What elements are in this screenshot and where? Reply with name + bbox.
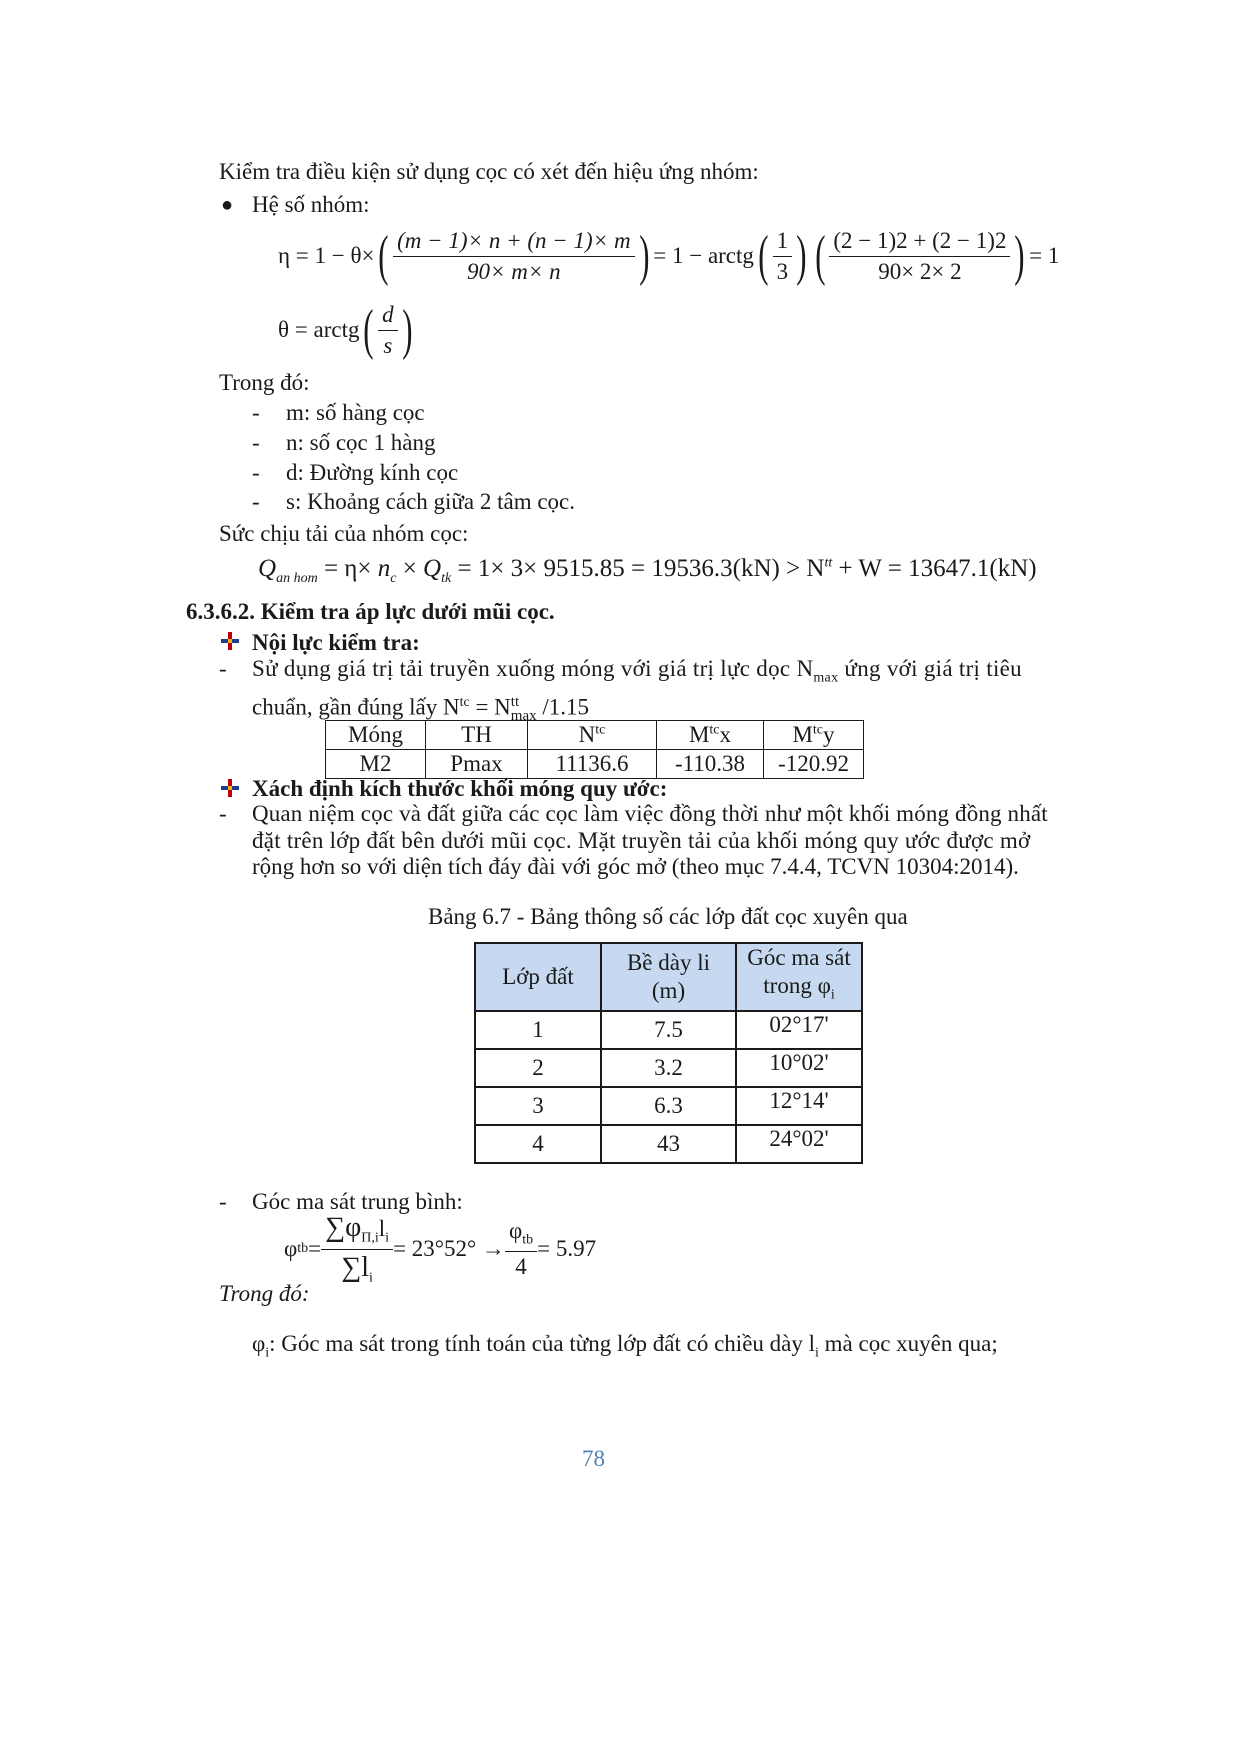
where-label: Trong đó: (219, 370, 310, 395)
list-dash: - (252, 460, 260, 485)
para1-line1: Sử dụng giá trị tải truyền xuống móng với giá trị lực dọc $N_{max}$ ứng với giá trị tiêu (252, 656, 1022, 686)
theta-lhs: θ = arctg (278, 317, 360, 342)
table-cell: 43 (601, 1125, 736, 1163)
para2-line: đặt trên lớp đất bên dưới mũi cọc. Mặt truyền tải của khối móng quy ước được mở (252, 828, 1031, 853)
table-cell: M2 (326, 750, 426, 779)
eta-denominator: 90× m× n (467, 258, 561, 284)
table-cell: -110.38 (657, 750, 764, 779)
table-cell: 3.2 (601, 1049, 736, 1087)
section-heading: 6.3.6.2. Kiểm tra áp lực dưới mũi cọc. (186, 599, 555, 624)
table-row (475, 1087, 862, 1125)
para2-line: Quan niệm cọc và đất giữa các cọc làm việc đồng thời như một khối móng đồng nhất (252, 801, 1048, 826)
table-header-cell: Bề dày li (m) (601, 943, 736, 1011)
eta-three: 3 (776, 258, 789, 284)
bullet-icon: ● (221, 194, 234, 216)
para1-line2: chuẩn, gần đúng lấy $N^{tc} = N$ tt max /1.15 (252, 694, 590, 725)
table-header-cell: Móng (326, 721, 426, 750)
table-cell: -120.92 (764, 750, 864, 779)
list-dash: - (252, 489, 260, 514)
table-header-row (326, 721, 864, 750)
table-header-cell: $N^{tc}$ (528, 721, 657, 750)
where-item-n: n: số cọc 1 hàng (286, 430, 436, 455)
bullet-label: Hệ số nhóm: (252, 192, 370, 217)
table-cell: 2 (475, 1049, 601, 1087)
table-cell: 10°02' (736, 1049, 862, 1087)
eta-mid: = 1 − arctg (653, 243, 754, 268)
eta-numerator: (m − 1)× n + (n − 1)× m (393, 228, 634, 257)
list-dash: - (219, 801, 227, 826)
table-row (475, 1049, 862, 1087)
table-cell: 24°02' (736, 1125, 862, 1163)
table-cell: 7.5 (601, 1011, 736, 1049)
avg-label: Góc ma sát trung bình: (252, 1189, 463, 1214)
where-item-s: s: Khoảng cách giữa 2 tâm cọc. (286, 489, 576, 514)
eta-denominator2: 90× 2× 2 (878, 258, 962, 284)
plus-bullet-icon (221, 632, 239, 650)
table-header-cell: $M^{tc}x$ (657, 721, 764, 750)
table-header-cell: Lớp đất (475, 943, 601, 1011)
table-cell: 6.3 (601, 1087, 736, 1125)
page-number: 78 (582, 1446, 605, 1471)
table-cell: 12°14' (736, 1087, 862, 1125)
table-caption: Bảng 6.7 - Bảng thông số các lớp đất cọc xuyên qua (428, 904, 908, 929)
table-row (475, 1011, 862, 1049)
eta-numerator2: (2 − 1)2 + (2 − 1)2 (829, 228, 1010, 257)
phi-equation: φ tb = $\frac{\sum\varphi_{\Pi,i}l_i}{\sum l_i}$ = 23°52° → $\frac{\varphi_{tb}}{4}$ = 5.97 (284, 1211, 597, 1286)
q-equation: $Q_{an hom} = \eta\times n_c \times Q_{tk} = 1\times 3\times 9515.85 = 19536.3(kN) > N^{tt} + W = 13647.1(kN)$ (258, 555, 1037, 586)
sub2-heading: Xách định kích thước khối móng quy ước: (252, 776, 668, 801)
list-dash: - (219, 1189, 227, 1214)
where2-label: Trong đó: (219, 1281, 310, 1306)
table-row (475, 1125, 862, 1163)
table-header-cell: TH (426, 721, 528, 750)
load-table (325, 720, 864, 779)
list-dash: - (252, 400, 260, 425)
table-cell: 02°17' (736, 1011, 862, 1049)
eta-equation: η = 1 − θ× ( $\frac{(m - 1)\times n + (n - 1)\times m}{90\times m\times n}$ ) = 1 − arctg ( $\frac{1}{3}$ ) ( $\frac{(2 - 1)2 + (2 - 1)2}{90\times 2\times 2}$ ) = 1 (278, 225, 1060, 287)
where-item-m: m: số hàng cọc (286, 400, 425, 425)
intro-text: Kiểm tra điều kiện sử dụng cọc có xét đến hiệu ứng nhóm: (219, 159, 759, 184)
table-cell: 4 (475, 1125, 601, 1163)
table-header-cell: Góc ma sát trong $\varphi_i$ (736, 943, 862, 1011)
theta-num: d (378, 302, 398, 331)
theta-equation: θ = arctg ( $\frac{d}{s}$ ) (278, 299, 413, 361)
table-header-row (475, 943, 862, 1011)
theta-den: s (383, 332, 393, 358)
para2-line: rộng hơn so với diện tích đáy đài với góc mở (theo mục 7.4.4, TCVN 10304:2014). (252, 854, 1019, 879)
eta-rhs: = 1 (1029, 243, 1060, 268)
plus-bullet-icon (221, 779, 239, 797)
list-dash: - (219, 656, 227, 681)
list-dash: - (252, 430, 260, 455)
table-cell: 11136.6 (528, 750, 657, 779)
last-line: $\varphi_i$: Góc ma sát trong tính toán của từng lớp đất có chiều dày $l_i$ mà cọc xuyên qua; (252, 1331, 998, 1361)
where-item-d: d: Đường kính cọc (286, 460, 459, 485)
table-header-cell: $M^{tc}y$ (764, 721, 864, 750)
table-cell: 1 (475, 1011, 601, 1049)
eta-one: 1 (773, 228, 793, 257)
soil-layer-table (474, 942, 863, 1164)
table-cell: 3 (475, 1087, 601, 1125)
table-cell: Pmax (426, 750, 528, 779)
sub1-heading: Nội lực kiểm tra: (252, 630, 420, 655)
group-capacity-label: Sức chịu tải của nhóm cọc: (219, 521, 469, 546)
eta-lhs: η = 1 − θ× (278, 243, 375, 268)
